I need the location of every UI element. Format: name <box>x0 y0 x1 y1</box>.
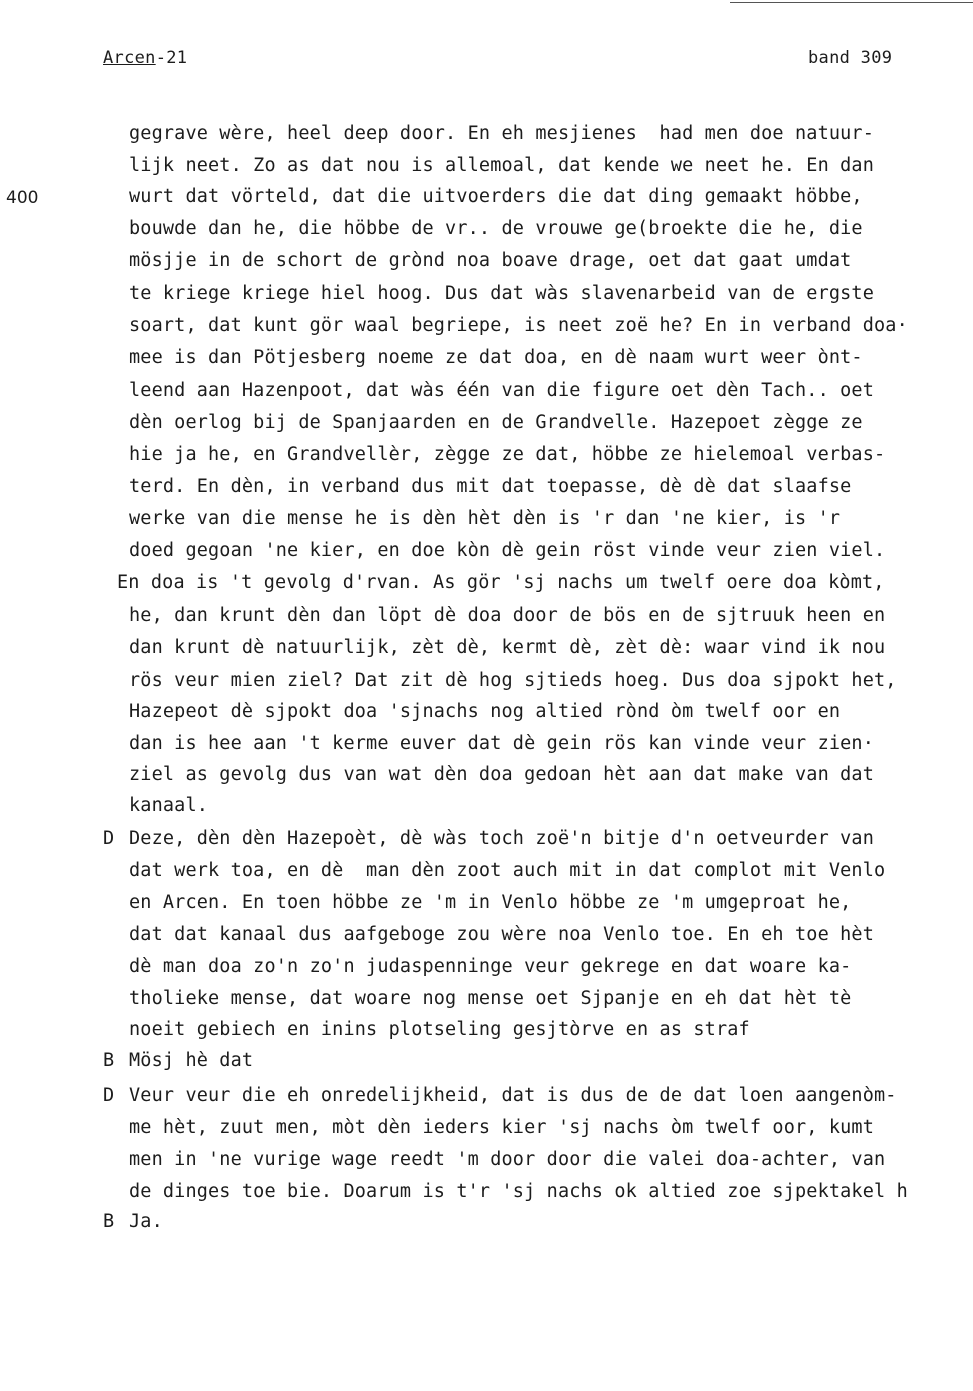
place-name: Arcen <box>103 48 156 68</box>
text-line: me hèt, zuut men, mòt dèn ieders kier 'sj nachs òm twelf oor, kumt <box>129 1117 875 1138</box>
speaker-label: B <box>103 1211 115 1232</box>
text-line: bouwde dan he, die höbbe de vr.. de vrouwe ge(broekte die he, die <box>129 218 863 239</box>
text-line: Ja. <box>129 1211 163 1232</box>
text-line: Hazepeot dè sjpokt doa 'sjnachs nog altied rònd òm twelf oor en <box>129 701 841 722</box>
text-line: En doa is 't gevolg d'rvan. As gör 'sj nachs um twelf oere doa kòmt, <box>117 572 885 593</box>
text-line: rös veur mien ziel? Dat zit dè hog sjtieds hoeg. Dus doa sjpokt het, <box>129 670 897 691</box>
text-line: de dinges toe bie. Doarum is t'r 'sj nachs ok altied zoe sjpektakel h <box>129 1181 908 1202</box>
text-line: Veur veur die eh onredelijkheid, dat is dus de de dat loen aangenòm- <box>129 1085 897 1106</box>
top-rule <box>730 2 973 3</box>
text-line: wurt dat vörteld, dat die uitvoerders die dat ding gemaakt höbbe, <box>129 186 863 207</box>
text-line: mösjje in de schort de grònd noa boave drage, oet dat gaat umdat <box>129 250 852 271</box>
speaker-label: B <box>103 1050 115 1071</box>
text-line: hie ja he, en Grandvellèr, zègge ze dat, höbbe ze hielemoal verbas- <box>129 444 886 465</box>
text-line: soart, dat kunt gör waal begriepe, is neet zoë he? En in verband doa· <box>129 315 908 336</box>
header-place <box>103 48 187 68</box>
text-line: men in 'ne vurige wage reedt 'm door door die valei doa-achter, van <box>129 1149 886 1170</box>
text-line: dèn oerlog bij de Spanjaarden en de Grandvelle. Hazepoet zègge ze <box>129 412 863 433</box>
text-line: he, dan krunt dèn dan löpt dè doa door de bös en de sjtruuk heen en <box>129 605 886 626</box>
text-line: dan is hee aan 't kerme euver dat dè gein rös kan vinde veur zien· <box>129 733 875 754</box>
text-line: en Arcen. En toen höbbe ze 'm in Venlo höbbe ze 'm umgeproat he, <box>129 892 852 913</box>
text-line: mee is dan Pötjesberg noeme ze dat doa, en dè naam wurt weer ònt- <box>129 347 863 368</box>
place-number: -21 <box>155 48 188 68</box>
text-line: dan krunt dè natuurlijk, zèt dè, kermt dè, zèt dè: waar vind ik nou <box>129 637 886 658</box>
speaker-label: D <box>103 1085 115 1106</box>
text-line: werke van die mense he is dèn hèt dèn is 'r dan 'ne kier, is 'r <box>129 508 841 529</box>
text-line: tholieke mense, dat woare nog mense oet Sjpanje en eh dat hèt tè <box>129 988 852 1009</box>
speaker-label: D <box>103 828 115 849</box>
text-line: gegrave wère, heel deep door. En eh mesjienes had men doe natuur- <box>129 123 875 144</box>
text-line: ziel as gevolg dus van wat dèn doa gedoan hèt aan dat make van dat <box>129 764 875 785</box>
text-line: kanaal. <box>129 795 209 816</box>
text-line: dat werk toa, en dè man dèn zoot auch mit in dat complot mit Venlo <box>129 860 886 881</box>
header-tape: band 309 <box>808 48 893 68</box>
text-line: te kriege kriege hiel hoog. Dus dat wàs slavenarbeid van de ergste <box>129 283 875 304</box>
text-line: Mösj hè dat <box>129 1050 254 1071</box>
line-number-margin: 400 <box>6 188 39 208</box>
text-line: leend aan Hazenpoot, dat wàs één van die figure oet dèn Tach.. oet <box>129 380 875 401</box>
text-line: noeit gebiech en inins plotseling gesjtòrve en as straf <box>129 1019 750 1040</box>
text-line: terd. En dèn, in verband dus mit dat toepasse, dè dè dat slaafse <box>129 476 852 497</box>
text-line: doed gegoan 'ne kier, en doe kòn dè gein röst vinde veur zien viel. <box>129 540 886 561</box>
text-line: dè man doa zo'n zo'n judaspenninge veur gekrege en dat woare ka- <box>129 956 852 977</box>
text-line: lijk neet. Zo as dat nou is allemoal, dat kende we neet he. En dan <box>129 155 875 176</box>
text-line: dat dat kanaal dus aafgeboge zou wère noa Venlo toe. En eh toe hèt <box>129 924 875 945</box>
text-line: Deze, dèn dèn Hazepoèt, dè wàs toch zoë'n bitje d'n oetveurder van <box>129 828 875 849</box>
